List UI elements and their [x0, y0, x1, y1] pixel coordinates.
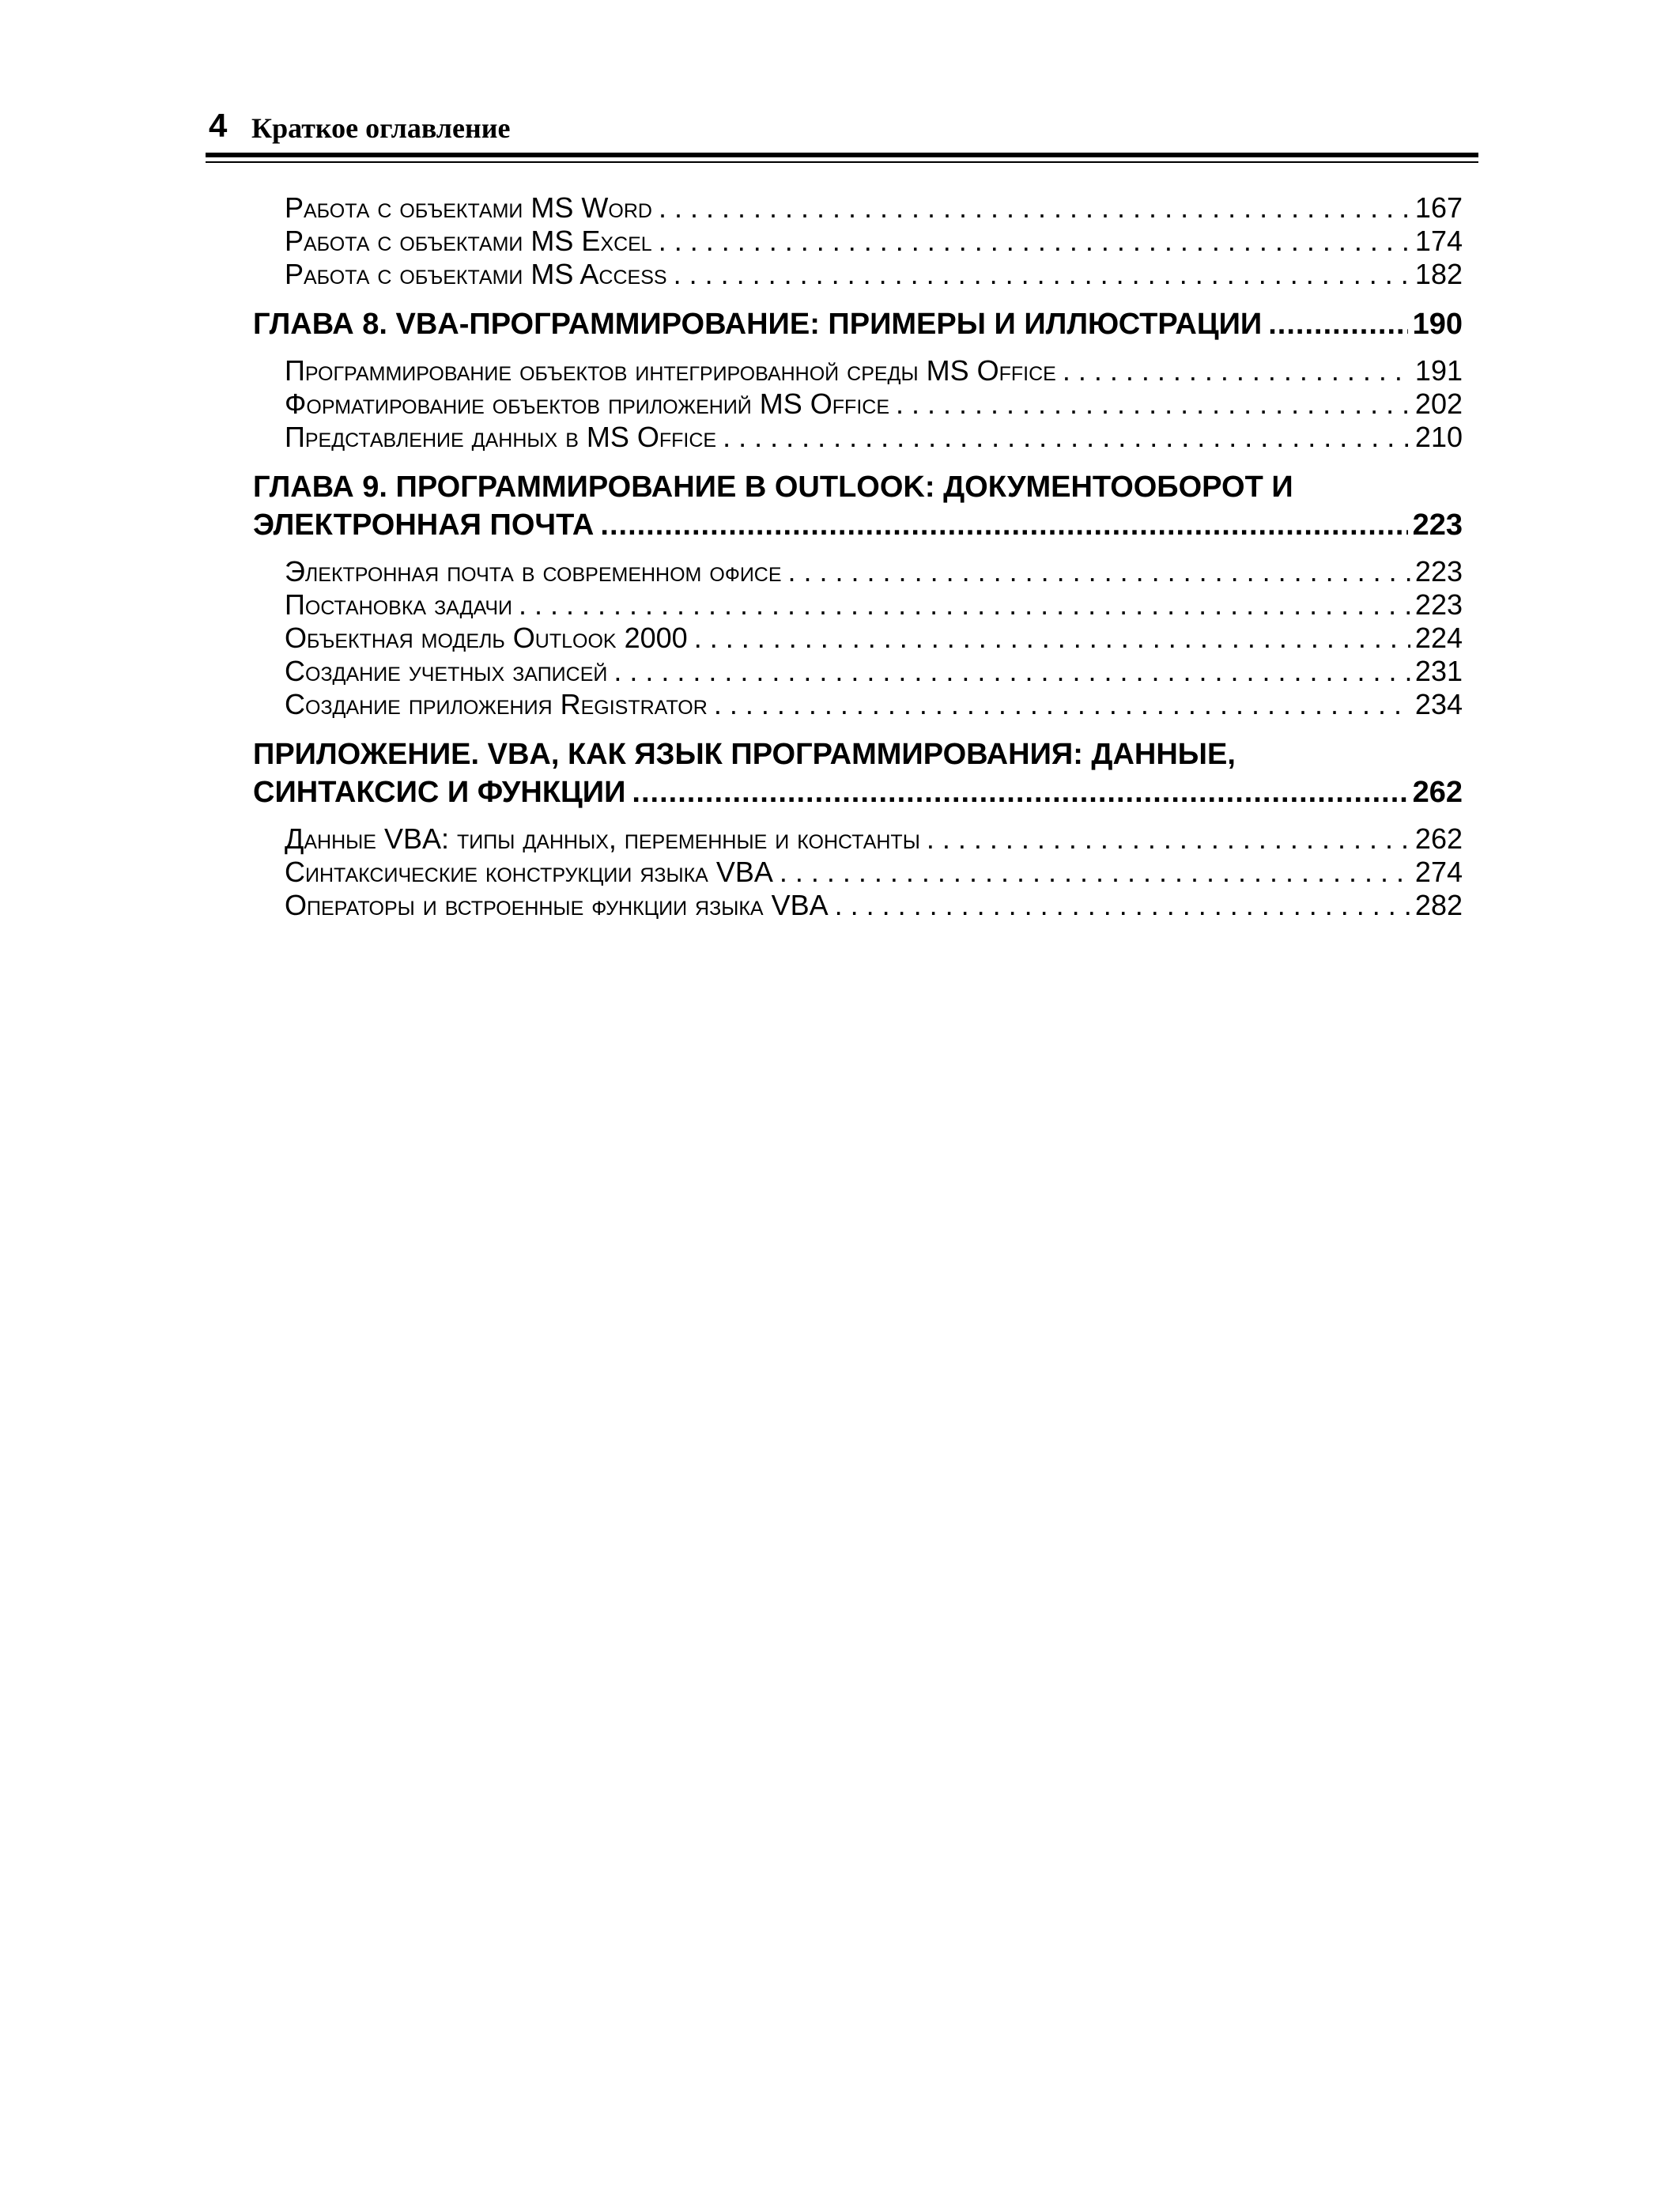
toc-chapter-8[interactable] [253, 305, 1463, 343]
toc-appendix[interactable] [253, 735, 1463, 811]
toc-page-number: 282 [1414, 889, 1463, 921]
toc-chapter-9[interactable] [253, 468, 1463, 544]
toc-page-number: 223 [1412, 508, 1463, 542]
running-title: Краткое оглавление [251, 112, 511, 144]
dot-leader [1268, 305, 1407, 343]
toc-section[interactable] [253, 856, 1463, 889]
page-header [206, 104, 1478, 152]
toc-page-number: 224 [1414, 622, 1463, 654]
dot-leader [659, 191, 1410, 225]
toc-section[interactable] [253, 655, 1463, 688]
toc-chapter-title-line2: ЭЛЕКТРОННАЯ ПОЧТА [253, 508, 595, 542]
toc-page-number: 223 [1414, 555, 1463, 588]
toc-section[interactable] [253, 889, 1463, 922]
toc-page-number: 210 [1414, 421, 1463, 453]
toc-appendix-title-line1: ПРИЛОЖЕНИЕ. VBA, КАК ЯЗЫК ПРОГРАММИРОВАНИЯ: ДАННЫЕ, [253, 738, 1236, 771]
toc-page-number: 190 [1412, 308, 1463, 341]
toc-section-title: Постановка задачи [285, 588, 512, 621]
toc-section-title: Программирование объектов интегрированной среды MS Office [285, 354, 1056, 387]
toc-page-number: 182 [1414, 258, 1463, 290]
toc-section[interactable] [253, 555, 1463, 588]
dot-leader [714, 688, 1410, 721]
toc-page-number: 174 [1414, 225, 1463, 257]
toc-page-number: 167 [1414, 191, 1463, 224]
toc-page-number: 202 [1414, 387, 1463, 420]
toc-section[interactable] [253, 191, 1463, 225]
toc-section-title: Синтаксические конструкции языка VBA [285, 856, 773, 888]
header-rule-thick [206, 153, 1478, 157]
toc-page-number: 234 [1414, 688, 1463, 720]
dot-leader [694, 622, 1410, 655]
toc-section[interactable] [253, 688, 1463, 721]
toc-chapter-title: ГЛАВА 8. VBA-ПРОГРАММИРОВАНИЕ: ПРИМЕРЫ И ИЛЛЮСТРАЦИИ [253, 308, 1263, 341]
dot-leader [600, 506, 1407, 544]
toc-chapter-title-line1: ГЛАВА 9. ПРОГРАММИРОВАНИЕ В OUTLOOK: ДОКУМЕНТООБОРОТ И [253, 471, 1293, 504]
dot-leader [659, 225, 1410, 258]
dot-leader [723, 421, 1410, 454]
header-rule-thin [206, 161, 1478, 163]
toc-section-title: Работа с объектами MS Excel [285, 225, 652, 257]
page-number: 4 [209, 107, 228, 144]
toc-section[interactable] [253, 588, 1463, 622]
table-of-contents [253, 191, 1463, 922]
dot-leader [788, 555, 1410, 588]
toc-section-title: Работа с объектами MS Word [285, 191, 652, 224]
toc-section[interactable] [253, 387, 1463, 421]
toc-section-title: Электронная почта в современном офисе [285, 555, 782, 588]
dot-leader [632, 773, 1407, 811]
dot-leader [896, 387, 1410, 421]
dot-leader [780, 856, 1410, 889]
toc-page-number: 191 [1414, 354, 1463, 387]
dot-leader [674, 258, 1410, 291]
dot-leader [1063, 354, 1410, 387]
toc-section[interactable] [253, 622, 1463, 655]
toc-section-title: Создание учетных записей [285, 655, 608, 687]
dot-leader [519, 588, 1410, 622]
toc-section[interactable] [253, 258, 1463, 291]
toc-section-title: Создание приложения Registrator [285, 688, 708, 720]
toc-section-title: Представление данных в MS Office [285, 421, 717, 453]
dot-leader [927, 822, 1410, 856]
toc-page-number: 274 [1414, 856, 1463, 888]
toc-section[interactable] [253, 822, 1463, 856]
toc-section-title: Операторы и встроенные функции языка VBA [285, 889, 829, 921]
toc-section-title: Объектная модель Outlook 2000 [285, 622, 688, 654]
toc-section-title: Данные VBA: типы данных, переменные и константы [285, 822, 920, 855]
toc-appendix-title-line2: СИНТАКСИС И ФУНКЦИИ [253, 776, 626, 809]
toc-section[interactable] [253, 225, 1463, 258]
toc-section[interactable] [253, 421, 1463, 454]
toc-page-number: 262 [1412, 776, 1463, 809]
toc-section-title: Работа с объектами MS Access [285, 258, 667, 290]
toc-page-number: 231 [1414, 655, 1463, 687]
toc-page-number: 223 [1414, 588, 1463, 621]
toc-section-title: Форматирование объектов приложений MS Office [285, 387, 889, 420]
dot-leader [613, 655, 1410, 688]
toc-page-number: 262 [1414, 822, 1463, 855]
dot-leader [835, 889, 1410, 922]
toc-section[interactable] [253, 354, 1463, 387]
